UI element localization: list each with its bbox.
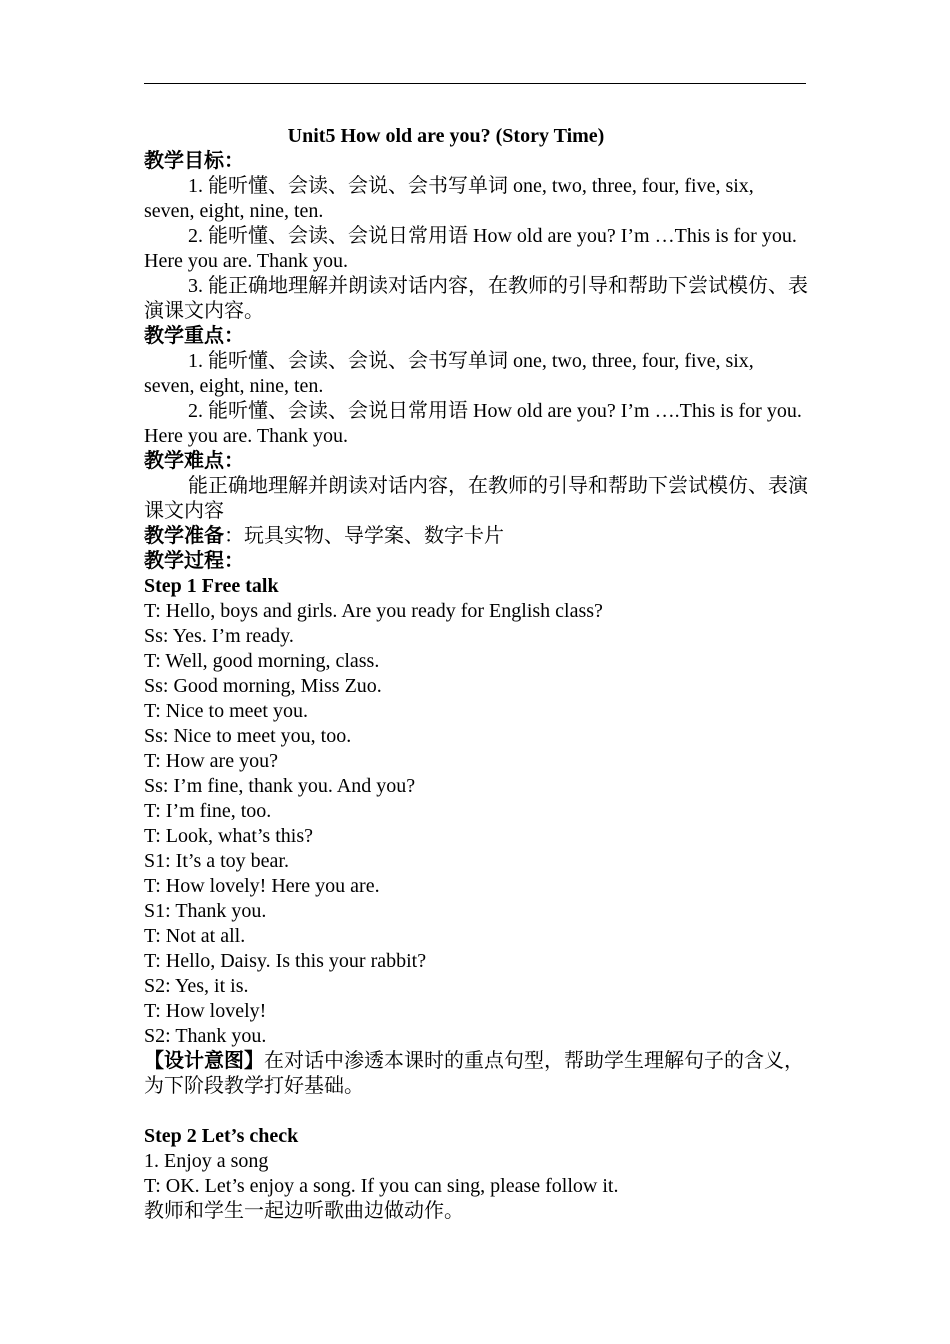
blank-line	[144, 1099, 808, 1124]
objective-item: 3. 能正确地理解并朗读对话内容，在教师的引导和帮助下尝试模仿、表演课文内容。	[144, 275, 808, 322]
preparation-line	[144, 524, 808, 549]
dialogue-line: T: Not at all.	[144, 925, 246, 947]
dialogue-line: T: Hello, boys and girls. Are you ready for English class?	[144, 600, 603, 622]
difficulties-heading: 教学难点：	[144, 450, 244, 472]
key-point-item: 1. 能听懂、会读、会说、会书写单词 one, two, three, four, five, six, seven, eight, nine, ten.	[144, 350, 754, 397]
objectives-heading: 教学目标：	[144, 150, 244, 172]
dialogue-line: Ss: I’m fine, thank you. And you?	[144, 775, 416, 797]
dialogue-line: T: How are you?	[144, 750, 278, 772]
dialogue-line: Ss: Good morning, Miss Zuo.	[144, 675, 382, 697]
process-heading: 教学过程：	[144, 550, 244, 572]
step2-line: 1. Enjoy a song	[144, 1150, 269, 1172]
dialogue-line: T: Hello, Daisy. Is this your rabbit?	[144, 950, 427, 972]
step2-line: 教师和学生一起边听歌曲边做动作。	[144, 1200, 464, 1222]
objective-item: 1. 能听懂、会读、会说、会书写单词 one, two, three, four, five, six, seven, eight, nine, ten.	[144, 175, 754, 222]
dialogue-line: T: Well, good morning, class.	[144, 650, 380, 672]
document-body	[144, 124, 808, 1224]
dialogue-line: S1: It’s a toy bear.	[144, 850, 289, 872]
dialogue-line: S2: Yes, it is.	[144, 975, 249, 997]
header-rule	[144, 83, 806, 84]
step2-heading: Step 2 Let’s check	[144, 1125, 299, 1147]
step2-line: T: OK. Let’s enjoy a song. If you can sing, please follow it.	[144, 1175, 619, 1197]
dialogue-line: T: How lovely!	[144, 1000, 267, 1022]
dialogue-line: T: How lovely! Here you are.	[144, 875, 380, 897]
dialogue-line: T: I’m fine, too.	[144, 800, 272, 822]
design-intent-label: 【设计意图】	[144, 1050, 264, 1072]
dialogue-line: T: Look, what’s this?	[144, 825, 313, 847]
difficulties-text: 能正确地理解并朗读对话内容，在教师的引导和帮助下尝试模仿、表演课文内容	[144, 475, 808, 522]
dialogue-line: Ss: Nice to meet you, too.	[144, 725, 352, 747]
preparation-text: ：玩具实物、导学案、数字卡片	[224, 525, 504, 547]
document-title: Unit5 How old are you? (Story Time)	[287, 125, 605, 147]
preparation-heading: 教学准备	[144, 525, 224, 547]
key-points-heading: 教学重点：	[144, 325, 244, 347]
key-point-item: 2. 能听懂、会读、会说日常用语 How old are you? I’m ….This is for you. Here you are. Thank you.	[144, 400, 802, 447]
dialogue-line: Ss: Yes. I’m ready.	[144, 625, 294, 647]
objective-item: 2. 能听懂、会读、会说日常用语 How old are you? I’m …This is for you. Here you are. Thank you.	[144, 225, 797, 272]
dialogue-line: T: Nice to meet you.	[144, 700, 308, 722]
step1-heading: Step 1 Free talk	[144, 575, 279, 597]
design-intent	[144, 1049, 808, 1099]
dialogue-line: S1: Thank you.	[144, 900, 267, 922]
dialogue-line: S2: Thank you.	[144, 1025, 267, 1047]
design-intent-text: 在对话中渗透本课时的重点句型，帮助学生理解句子的含义，为下阶段教学打好基础。	[144, 1050, 804, 1097]
